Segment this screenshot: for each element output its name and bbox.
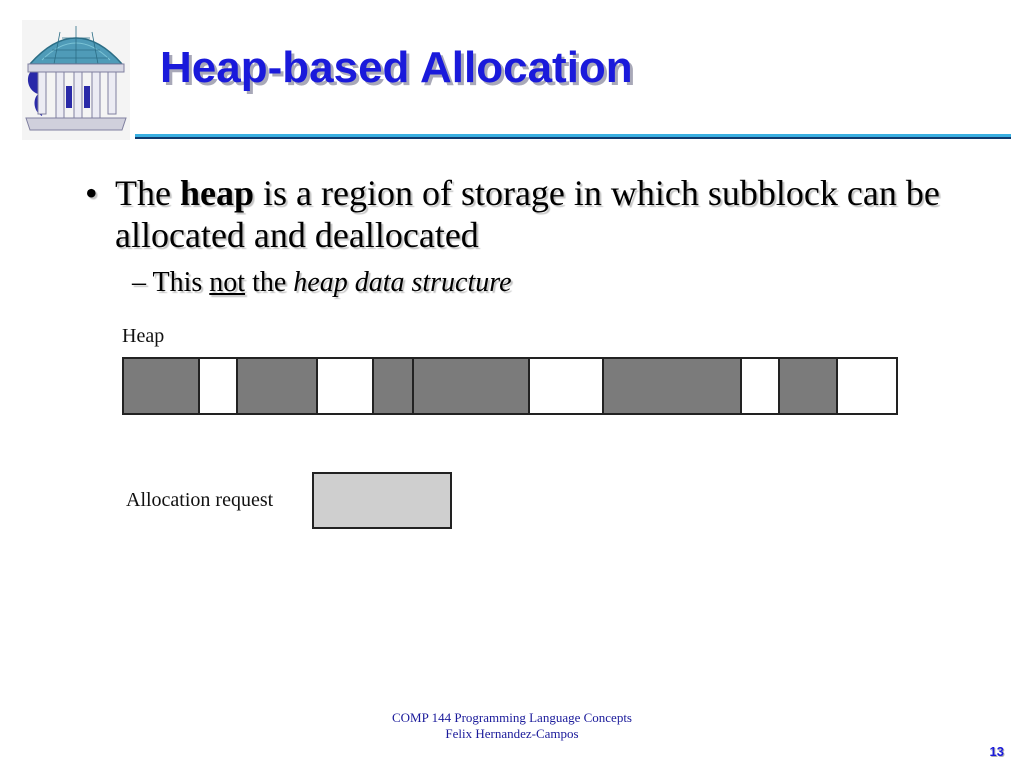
sub-bullet-pre: This — [152, 267, 210, 298]
heap-label: Heap — [122, 325, 165, 347]
heap-block-free — [529, 358, 603, 414]
bullet-term-heap: heap — [179, 173, 254, 213]
old-well-logo — [22, 20, 130, 140]
heap-bar — [123, 358, 897, 414]
bullet-text — [115, 172, 955, 256]
sub-bullet-italic: heap data structure — [293, 267, 512, 298]
bullet-dot: • — [85, 173, 98, 213]
sub-bullet-item — [132, 266, 512, 300]
heap-block-free — [199, 358, 237, 414]
footer — [312, 710, 712, 742]
allocation-request-label: Allocation request — [126, 489, 274, 511]
allocation-request-block — [313, 473, 451, 528]
heap-block-allocated — [603, 358, 741, 414]
page-number: 13 — [989, 744, 1004, 759]
sub-bullet-dash: – — [132, 267, 146, 298]
bullet-text-pre: The — [115, 173, 180, 213]
sub-bullet-mid: the — [245, 267, 294, 298]
title-rule-shadow — [135, 137, 1011, 139]
heap-block-allocated — [237, 358, 317, 414]
sub-bullet-not: not — [209, 267, 246, 298]
footer-author: Felix Hernandez-Campos — [445, 726, 579, 741]
bullet-text-post: is a region of storage in which subblock can be allocated and deallocated — [115, 173, 940, 255]
heap-block-free — [837, 358, 897, 414]
slide-title: Heap-based Allocation — [160, 43, 633, 92]
heap-figure — [118, 318, 918, 548]
heap-block-allocated — [123, 358, 199, 414]
heap-block-allocated — [373, 358, 413, 414]
heap-block-allocated — [779, 358, 837, 414]
heap-block-free — [317, 358, 373, 414]
footer-course: COMP 144 Programming Language Concepts — [392, 710, 632, 725]
heap-block-free — [741, 358, 779, 414]
heap-block-allocated — [413, 358, 529, 414]
